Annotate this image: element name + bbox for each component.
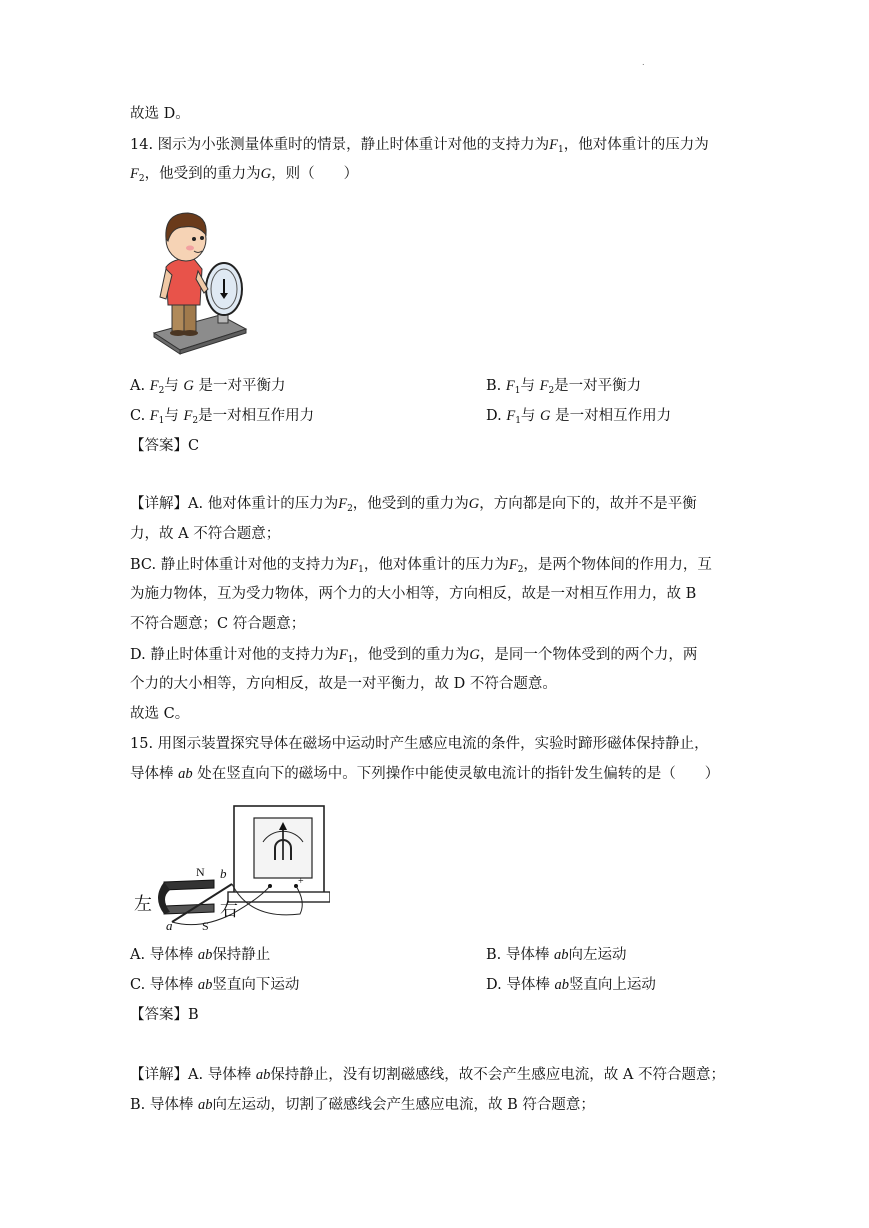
q14-detail-line7: 个力的大小相等，方向相反，故是一对平衡力，故 D 不符合题意。 xyxy=(130,676,557,692)
q14-detail-line1: 【详解】A. 他对体重计的压力为$F_2$，他受到的重力为G，方向都是向下的，故并不是平衡 xyxy=(130,496,697,514)
q15-fig-a-label: a xyxy=(166,918,173,932)
q15-option-b: B. 导体棒 ab向左运动 xyxy=(486,947,627,963)
q15-detail-line1: 【详解】A. 导体棒 ab保持静止，没有切割磁感线，故不会产生感应电流，故 A 不符合题意； xyxy=(130,1067,725,1083)
prev-answer: 故选 D。 xyxy=(130,106,190,122)
q15-answer: 【答案】B xyxy=(130,1007,199,1023)
q15-option-a: A. 导体棒 ab保持静止 xyxy=(130,947,271,963)
q15-stem-line2: 导体棒 ab 处在竖直向下的磁场中。下列操作中能使灵敏电流计的指针发生偏转的是（ ） xyxy=(130,766,720,782)
q14-detail-line3: BC. 静止时体重计对他的支持力为$F_1$，他对体重计的压力为$F_2$，是两个物体间的作用力，互 xyxy=(130,557,712,575)
q15-option-d: D. 导体棒 ab竖直向上运动 xyxy=(486,977,656,993)
q15-fig-s-label: S xyxy=(202,919,209,932)
q14-figure-boy-on-scale xyxy=(150,205,250,355)
q14-detail-line6: D. 静止时体重计对他的支持力为$F_1$，他受到的重力为G，是同一个物体受到的两个力，两 xyxy=(130,647,698,665)
q14-final: 故选 C。 xyxy=(130,706,190,722)
q15-fig-b-label: b xyxy=(220,866,227,881)
q14-detail-line2: 力，故 A 不符合题意； xyxy=(130,526,281,542)
q14-detail-line5: 不符合题意；C 符合题意； xyxy=(130,616,306,632)
q14-option-b: B. $F_1$与 $F_2$是一对平衡力 xyxy=(486,378,642,396)
q15-stem-line1: 15. 用图示装置探究导体在磁场中运动时产生感应电流的条件，实验时蹄形磁体保持静止， xyxy=(130,736,709,752)
q15-detail-line2: B. 导体棒 ab向左运动，切割了磁感线会产生感应电流，故 B 符合题意； xyxy=(130,1097,595,1113)
q14-option-c: C. $F_1$与 $F_2$是一对相互作用力 xyxy=(130,408,315,426)
q15-option-c: C. 导体棒 ab竖直向下运动 xyxy=(130,977,300,993)
q14-option-a: A. $F_2$与 G 是一对平衡力 xyxy=(130,378,286,396)
q14-stem-line1: 14. 图示为小张测量体重时的情景，静止时体重计对他的支持力为$F_1$，他对体重计的压力为 xyxy=(130,137,709,155)
q15-fig-left-label: 左 xyxy=(134,894,152,915)
q15-fig-right-label: 右 xyxy=(220,900,238,921)
q14-option-d: D. $F_1$与 G 是一对相互作用力 xyxy=(486,408,672,426)
q15-figure-induction-apparatus xyxy=(130,802,330,932)
q15-fig-plus-label: + xyxy=(298,876,304,887)
q14-stem-line2: $F_2$，他受到的重力为G，则（ ） xyxy=(130,166,359,184)
q14-answer: 【答案】C xyxy=(130,438,200,454)
header-dot: . xyxy=(642,58,645,67)
q15-fig-n-label: N xyxy=(196,865,205,879)
q14-detail-line4: 为施力物体，互为受力物体，两个力的大小相等，方向相反，故是一对相互作用力，故 B xyxy=(130,586,697,602)
